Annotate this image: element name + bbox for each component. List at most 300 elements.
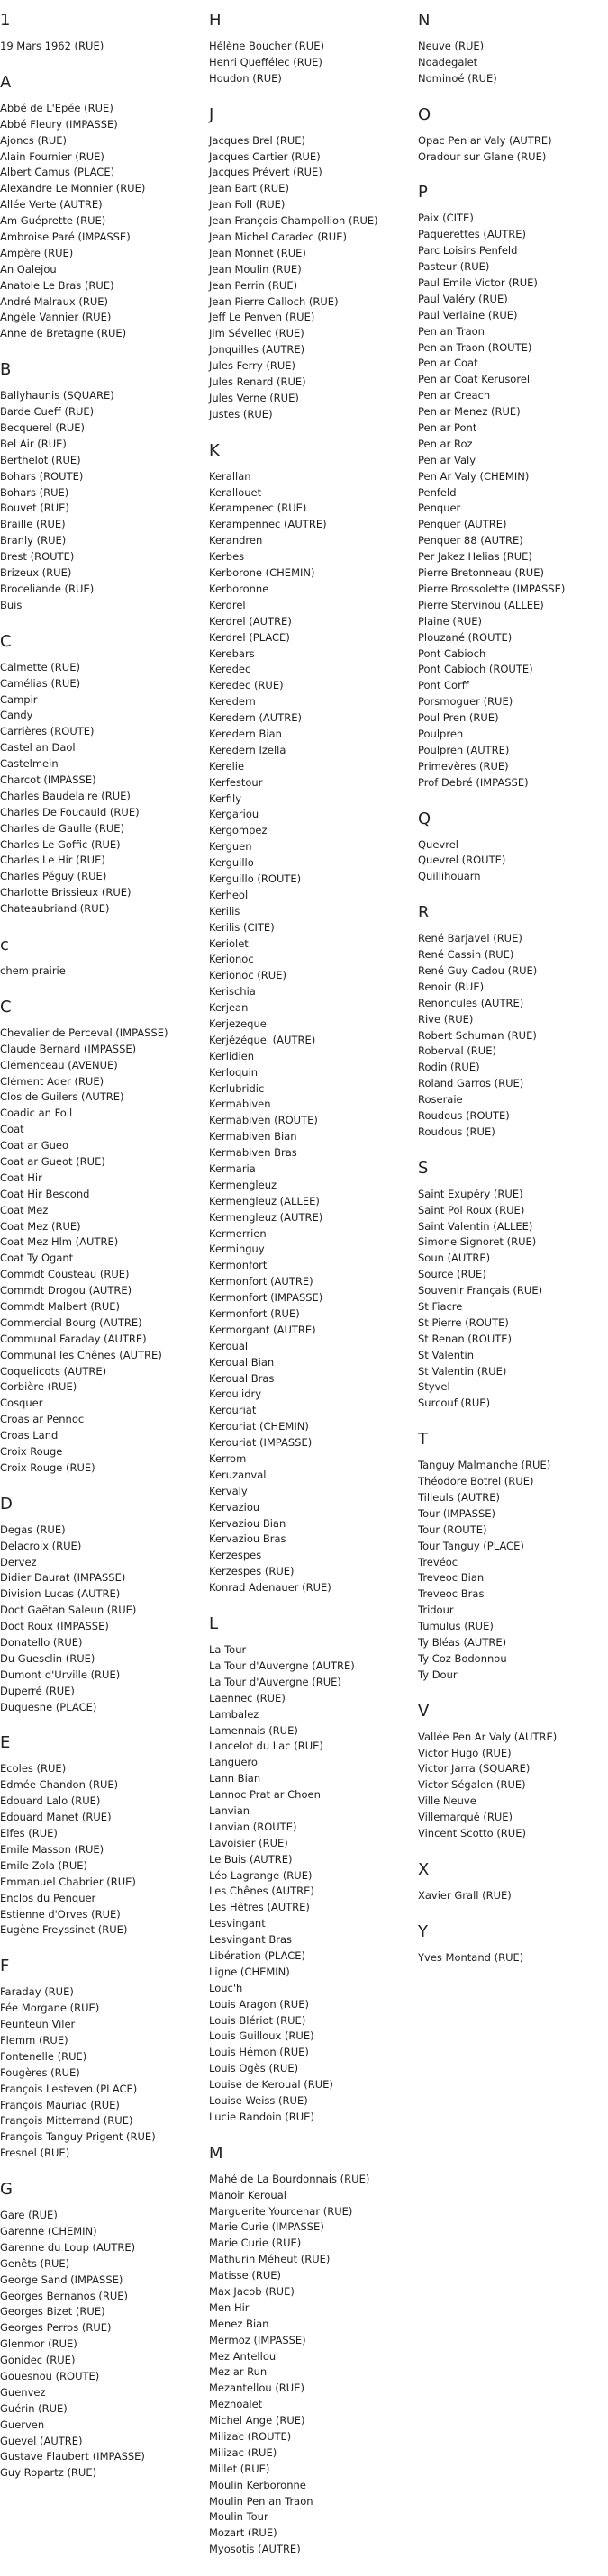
street-name: Coat ar Gueot (RUE) — [0, 1154, 105, 1168]
street-name: Candy — [0, 709, 33, 722]
street-name: Clémenceau (AVENUE) — [0, 1058, 118, 1071]
street-name: Castel an Daol — [0, 741, 76, 755]
street-name: Kerboronne — [209, 582, 269, 595]
street-name: Pen an Traon (ROUTE) — [418, 340, 532, 354]
street-name: Corbière (RUE) — [0, 1380, 77, 1394]
section-letter-heading: F — [0, 1957, 10, 1976]
section-letter-heading: E — [0, 1733, 11, 1753]
street-name: Houdon (RUE) — [209, 71, 282, 85]
street-name: Jules Verne (RUE) — [209, 391, 299, 404]
street-name: Ajoncs (RUE) — [0, 133, 68, 147]
street-name: Charles Baudelaire (RUE) — [0, 789, 131, 802]
street-name: St Valentin — [418, 1348, 475, 1361]
street-list — [418, 133, 608, 166]
letter-section — [418, 1430, 608, 1683]
street-name: Kerfily — [209, 791, 242, 805]
street-name: Charcot (IMPASSE) — [0, 773, 96, 786]
street-name: Roland Garros (RUE) — [418, 1077, 524, 1090]
street-name: Lamennais (RUE) — [209, 1723, 298, 1737]
letter-section — [418, 1702, 608, 1842]
street-name: George Sand (IMPASSE) — [0, 2273, 123, 2286]
street-name: Louis Guilloux (RUE) — [209, 2029, 314, 2043]
street-name: Emile Zola (RUE) — [0, 1858, 88, 1872]
street-name: Guérin (RUE) — [0, 2401, 68, 2415]
street-name: Prof Debré (IMPASSE) — [418, 775, 529, 789]
street-name: Charles De Foucauld (RUE) — [0, 805, 140, 818]
letter-section — [418, 183, 608, 791]
street-name: Lanvian (ROUTE) — [209, 1820, 297, 1833]
street-name: Commdt Cousteau (RUE) — [0, 1268, 130, 1281]
street-name: Pen Ar Valy (CHEMIN) — [418, 469, 530, 483]
street-name: Communal les Chênes (AUTRE) — [0, 1348, 162, 1361]
street-name: Kermabiven Bras — [209, 1146, 297, 1160]
street-name: Kergariou — [209, 808, 259, 821]
street-name: Eugène Freyssinet (RUE) — [0, 1923, 128, 1937]
street-name: Kerzespes — [209, 1549, 262, 1562]
street-name: Brizeux (RUE) — [0, 566, 72, 580]
street-name: Kerbes — [209, 550, 245, 564]
street-name: Kermonfort (RUE) — [209, 1307, 300, 1321]
street-name: André Malraux (RUE) — [0, 294, 108, 308]
street-name: Les Chênes (AUTRE) — [209, 1885, 314, 1898]
street-name: Kerampennec (AUTRE) — [209, 518, 327, 531]
street-name: Source (RUE) — [418, 1268, 486, 1281]
street-name: François Lesteven (PLACE) — [0, 2082, 138, 2095]
street-name: Keriolet — [209, 936, 249, 950]
street-name: Kerionoc (RUE) — [209, 969, 286, 982]
street-name: Henri Queffélec (RUE) — [209, 55, 322, 68]
street-name: Konrad Adenauer (RUE) — [209, 1581, 331, 1595]
street-name: Kervaziou — [209, 1500, 260, 1514]
street-name: Lesvingant — [209, 1917, 266, 1930]
street-name: Libération (PLACE) — [209, 1948, 305, 1962]
street-name: Renoncules (AUTRE) — [418, 996, 524, 1009]
street-name: Kermabiven — [209, 1098, 271, 1111]
street-name: Ecoles (RUE) — [0, 1762, 67, 1776]
street-name: Rive (RUE) — [418, 1012, 474, 1026]
street-name: Coat Mez (RUE) — [0, 1219, 81, 1233]
street-name: Buis — [0, 598, 23, 611]
street-name: Jacques Cartier (RUE) — [209, 149, 321, 163]
street-name: Keruzanval — [209, 1468, 267, 1481]
street-name: 19 Mars 1962 (RUE) — [0, 40, 104, 52]
street-name: René Guy Cadou (RUE) — [418, 963, 538, 977]
street-name: Jacques Brel (RUE) — [209, 133, 306, 147]
street-name: Marie Curie (IMPASSE) — [209, 2220, 324, 2234]
street-list — [0, 1984, 207, 2162]
street-name: Tilleuls (AUTRE) — [418, 1491, 501, 1505]
street-name: Styvel — [418, 1380, 450, 1394]
section-letter-heading: C — [0, 631, 12, 651]
street-name: Georges Bernanos (RUE) — [0, 2289, 129, 2302]
street-name: Yves Montand (RUE) — [418, 1950, 524, 1964]
street-name: Laennec (RUE) — [209, 1691, 286, 1704]
street-name: Milizac (ROUTE) — [209, 2430, 292, 2444]
street-name: St Fiacre — [418, 1300, 463, 1313]
street-name: Elfes (RUE) — [0, 1827, 58, 1840]
street-name: Berthelot (RUE) — [0, 453, 81, 466]
street-name: Louis Ogès (RUE) — [209, 2062, 299, 2075]
section-letter-heading: H — [209, 11, 222, 30]
street-name: Claude Bernard (IMPASSE) — [0, 1042, 137, 1055]
street-name: Anne de Bretagne (RUE) — [0, 327, 127, 340]
street-name: Ty Dour — [418, 1668, 458, 1681]
street-name: Kerebars — [209, 646, 255, 660]
street-name: Genêts (RUE) — [0, 2256, 70, 2270]
section-letter-heading: L — [209, 1614, 219, 1634]
street-name: Estienne d'Orves (RUE) — [0, 1907, 121, 1921]
street-name: Kerguillo (ROUTE) — [209, 872, 302, 885]
street-name: Keroual Bian — [209, 1355, 275, 1369]
street-name: Victor Ségalen (RUE) — [418, 1778, 526, 1792]
street-name: Branly (RUE) — [0, 534, 67, 547]
street-name: Fresnel (RUE) — [0, 2147, 70, 2160]
street-name: Pen ar Coat — [418, 357, 478, 370]
street-name: Le Buis (AUTRE) — [209, 1852, 293, 1866]
street-name: Lucie Randoin (RUE) — [209, 2110, 314, 2123]
street-name: Soun (AUTRE) — [418, 1252, 491, 1265]
street-name: Angèle Vannier (RUE) — [0, 311, 112, 324]
street-name: Edouard Manet (RUE) — [0, 1811, 112, 1824]
letter-section — [209, 1614, 416, 2126]
section-letter-heading: J — [209, 104, 214, 124]
street-name: Marguerite Yourcenar (RUE) — [209, 2204, 353, 2218]
street-name: François Mitterrand (RUE) — [0, 2114, 133, 2128]
street-name: Paix (CITE) — [418, 212, 474, 225]
street-name: Coat ar Gueo — [0, 1139, 69, 1152]
street-name: Ligne (CHEMIN) — [209, 1965, 290, 1978]
street-name: Enclos du Penquer — [0, 1891, 96, 1904]
street-name: Jules Renard (RUE) — [209, 375, 306, 389]
section-letter-heading: X — [418, 1859, 430, 1879]
street-name: Mez Antellou — [209, 2349, 277, 2363]
street-name: Léo Lagrange (RUE) — [209, 1868, 313, 1882]
street-name: Ballyhaunis (SQUARE) — [0, 389, 114, 402]
street-name: Saint Pol Roux (RUE) — [418, 1203, 525, 1216]
street-name: Oradour sur Glane (RUE) — [418, 149, 547, 163]
street-name: Jean Moulin (RUE) — [209, 262, 302, 276]
section-letter-heading: T — [418, 1430, 428, 1450]
street-name: Emile Masson (RUE) — [0, 1842, 104, 1856]
street-name: Penquer 88 (AUTRE) — [418, 534, 523, 547]
street-name: Moulin Kerboronne — [209, 2478, 306, 2491]
letter-section — [418, 11, 608, 87]
street-name: Coat Ty Ogant — [0, 1252, 74, 1265]
street-name: Kerzespes (RUE) — [209, 1565, 295, 1578]
section-letter-heading: C — [0, 997, 12, 1017]
street-name: Pen ar Coat Kerusorel — [418, 373, 531, 386]
street-name: Kerheol — [209, 888, 249, 901]
street-name: Mathurin Méheut (RUE) — [209, 2253, 331, 2266]
street-name: Moulin Tour — [209, 2510, 268, 2524]
street-name: Surcouf (RUE) — [418, 1396, 491, 1410]
street-name: Jean Monnet (RUE) — [209, 246, 306, 259]
street-name: Coquelicots (AUTRE) — [0, 1364, 107, 1378]
street-name: Kerguillo — [209, 856, 254, 870]
street-name: Poulpren (AUTRE) — [418, 743, 510, 756]
street-name: Chateaubriand (RUE) — [0, 902, 110, 916]
street-name: St Valentin (RUE) — [418, 1364, 507, 1378]
street-name: Bel Air (RUE) — [0, 437, 67, 450]
index-column-2 — [209, 11, 416, 2576]
street-list — [209, 469, 416, 1596]
street-name: Camélias (RUE) — [0, 676, 81, 690]
street-name: Kermengleuz (ALLEE) — [209, 1194, 320, 1207]
street-name: Kerloquin — [209, 1065, 259, 1079]
street-name: Xavier Grall (RUE) — [418, 1888, 512, 1902]
street-name: Louise Weiss (RUE) — [209, 2093, 308, 2107]
street-name: René Barjavel (RUE) — [418, 932, 522, 945]
street-name: Georges Perros (RUE) — [0, 2321, 112, 2335]
street-name: Kerandren — [209, 534, 263, 547]
street-name: Lancelot du Lac (RUE) — [209, 1740, 323, 1753]
street-name: Kerguen — [209, 840, 252, 854]
letter-section — [418, 105, 608, 166]
street-name: Duperré (RUE) — [0, 1684, 75, 1697]
street-name: Mezantellou (RUE) — [209, 2382, 304, 2395]
letter-section — [0, 998, 207, 1477]
street-list — [0, 1523, 207, 1716]
street-name: Chevalier de Perceval (IMPASSE) — [0, 1026, 168, 1039]
street-name: Castelmein — [0, 757, 59, 771]
street-name: Ville Neuve — [418, 1794, 476, 1808]
street-name: Commdt Drogou (AUTRE) — [0, 1284, 132, 1297]
street-name: Quillihouarn — [418, 870, 481, 883]
street-name: Kervaly — [209, 1484, 248, 1497]
street-name: Broceliande (RUE) — [0, 582, 95, 595]
street-name: Jean Foll (RUE) — [209, 198, 286, 212]
letter-section — [418, 903, 608, 1141]
street-name: Keredern (AUTRE) — [209, 711, 302, 725]
street-name: Gouesnou (ROUTE) — [0, 2369, 100, 2382]
street-name: Kermonfort (IMPASSE) — [209, 1291, 323, 1305]
street-name: Pasteur (RUE) — [418, 260, 490, 274]
street-name: Kerallan — [209, 469, 251, 483]
street-name: Keroual — [209, 1339, 249, 1352]
street-name: Tumulus (RUE) — [418, 1620, 494, 1633]
street-name: Charles de Gaulle (RUE) — [0, 821, 125, 835]
street-name: Commercial Bourg (AUTRE) — [0, 1315, 142, 1329]
street-name: Communal Faraday (AUTRE) — [0, 1332, 147, 1345]
street-name: Paul Valéry (RUE) — [418, 292, 508, 305]
street-name: Souvenir Français (RUE) — [418, 1284, 543, 1297]
street-name: Louis Aragon (RUE) — [209, 1997, 309, 2011]
street-name: Michel Ange (RUE) — [209, 2414, 305, 2427]
street-name: Guenvez — [0, 2385, 46, 2399]
street-name: Kerdrel — [209, 598, 246, 611]
street-name: Ampère (RUE) — [0, 246, 74, 259]
street-list — [418, 1730, 608, 1842]
street-name: Kerdrel (AUTRE) — [209, 614, 292, 628]
street-name: Mermoz (IMPASSE) — [209, 2333, 306, 2346]
street-name: Kerouriat — [209, 1404, 257, 1417]
street-name: Bohars (RUE) — [0, 485, 69, 499]
street-name: Gare (RUE) — [0, 2209, 58, 2222]
street-list — [418, 1187, 608, 1412]
letter-section — [0, 2180, 207, 2481]
street-name: Kerelie — [209, 759, 245, 773]
street-name: Lann Bian — [209, 1772, 261, 1785]
street-name: Manoir Keroual — [209, 2188, 286, 2201]
street-name: Tridour — [418, 1604, 454, 1617]
street-name: Pen ar Pont — [418, 421, 477, 435]
street-name: Kervaziou Bras — [209, 1532, 286, 1546]
street-name: Millet (RUE) — [209, 2462, 270, 2475]
street-name: Pen an Traon — [418, 324, 485, 338]
letter-section — [418, 1860, 608, 1904]
street-name: Kerischia — [209, 985, 256, 999]
street-name: St Pierre (ROUTE) — [418, 1315, 509, 1329]
street-name: Fée Morgane (RUE) — [0, 2002, 100, 2015]
street-name: Clos de Guilers (AUTRE) — [0, 1090, 124, 1104]
street-name: Lannoc Prat ar Choen — [209, 1788, 321, 1802]
street-name: Garenne du Loup (AUTRE) — [0, 2240, 136, 2254]
street-name: Donatello (RUE) — [0, 1636, 83, 1650]
street-name: Feunteun Viler — [0, 2018, 76, 2031]
street-name: Hélène Boucher (RUE) — [209, 40, 324, 52]
street-list — [418, 931, 608, 1141]
street-name: Guevel (AUTRE) — [0, 2434, 83, 2447]
street-name: Myosotis (AUTRE) — [209, 2543, 301, 2556]
street-name: Lambalez — [209, 1707, 259, 1721]
street-name: Louis Hémon (RUE) — [209, 2046, 309, 2059]
street-name: Kerjean — [209, 1001, 249, 1015]
street-name: chem prairie — [0, 963, 66, 977]
street-name: Jonquilles (AUTRE) — [209, 343, 305, 357]
street-name: Menez Bian — [209, 2317, 269, 2330]
street-name: Vallée Pen Ar Valy (AUTRE) — [418, 1730, 558, 1743]
street-name: Fougères (RUE) — [0, 2065, 80, 2079]
section-letter-heading: c — [0, 935, 9, 954]
street-name: Roberval (RUE) — [418, 1044, 496, 1058]
street-name: Charles Le Goffic (RUE) — [0, 837, 121, 851]
section-letter-heading: O — [418, 104, 431, 124]
street-name: Dumont d'Urville (RUE) — [0, 1668, 121, 1681]
street-name: Louis Blériot (RUE) — [209, 2013, 306, 2027]
street-name: Mahé de La Bourdonnais (RUE) — [209, 2172, 370, 2185]
street-name: Noadegalet — [418, 55, 478, 68]
street-name: Coat Mez Hlm (AUTRE) — [0, 1235, 119, 1249]
street-name: Justes (RUE) — [209, 407, 273, 420]
street-list — [0, 101, 207, 342]
letter-section — [0, 11, 207, 55]
street-list — [418, 1888, 608, 1904]
street-list — [418, 1950, 608, 1966]
street-name: Penquer — [418, 502, 461, 515]
street-name: Duquesne (PLACE) — [0, 1700, 97, 1713]
street-name: Parc Loisirs Penfeld — [418, 244, 518, 258]
street-name: Neuve (RUE) — [418, 40, 485, 52]
street-name: Kermaria — [209, 1162, 256, 1175]
street-name: Glenmor (RUE) — [0, 2337, 77, 2351]
street-name: Kerallouet — [209, 485, 262, 499]
street-name: Les Hêtres (AUTRE) — [209, 1901, 310, 1914]
street-name: Albert Camus (PLACE) — [0, 166, 115, 179]
street-name: Alexandre Le Monnier (RUE) — [0, 182, 146, 195]
street-name: Tour (IMPASSE) — [418, 1506, 495, 1520]
street-name: Gonidec (RUE) — [0, 2354, 76, 2367]
street-name: Kermengleuz — [209, 1178, 277, 1191]
street-name: Kerilis (CITE) — [209, 920, 275, 934]
section-letter-heading: R — [418, 903, 430, 923]
street-name: Jeff Le Penven (RUE) — [209, 311, 315, 324]
street-list — [209, 2172, 416, 2558]
street-name: Kermonfort (AUTRE) — [209, 1275, 313, 1288]
street-name: Jim Sévellec (RUE) — [209, 327, 304, 340]
letter-section — [0, 935, 207, 980]
street-name: Kerjezequel — [209, 1017, 270, 1030]
street-name: Doct Roux (IMPASSE) — [0, 1620, 109, 1633]
street-list — [418, 837, 608, 886]
street-name: Rodin (RUE) — [418, 1061, 480, 1074]
letter-section — [418, 1159, 608, 1412]
street-name: Quevrel (ROUTE) — [418, 854, 506, 867]
street-list — [209, 39, 416, 87]
street-name: Marie Curie (RUE) — [209, 2237, 302, 2250]
street-name: Carrières (ROUTE) — [0, 725, 95, 738]
street-name: Penfeld — [418, 485, 457, 499]
street-list — [418, 1458, 608, 1683]
street-name: Coat Hir — [0, 1170, 42, 1184]
street-name: François Mauriac (RUE) — [0, 2098, 120, 2111]
street-name: Croix Rouge (RUE) — [0, 1460, 95, 1474]
street-name: Kergompez — [209, 824, 268, 837]
street-name: Languero — [209, 1756, 258, 1769]
street-name: Keredern Izella — [209, 743, 286, 756]
street-name: Roseraie — [418, 1093, 463, 1107]
street-name: Kerouriat (CHEMIN) — [209, 1420, 309, 1433]
street-list — [418, 39, 608, 87]
street-name: Bouvet (RUE) — [0, 502, 69, 515]
street-name: Du Guesclin (RUE) — [0, 1651, 95, 1665]
street-name: Quevrel — [418, 837, 458, 851]
street-name: Moulin Pen an Traon — [209, 2494, 313, 2508]
section-letter-heading: B — [0, 360, 12, 380]
street-name: Poulpren — [418, 727, 464, 740]
section-letter-heading: S — [418, 1158, 429, 1178]
street-name: Nominoé (RUE) — [418, 71, 497, 85]
street-name: Campir — [0, 692, 38, 706]
street-name: Louise de Keroual (RUE) — [209, 2078, 333, 2092]
street-name: Coadic an Foll — [0, 1107, 73, 1120]
street-name: Kerborone (CHEMIN) — [209, 566, 315, 580]
street-name: Treveoc Bian — [418, 1571, 485, 1585]
street-name: Croas Land — [0, 1429, 59, 1442]
street-name: Plouzané (ROUTE) — [418, 630, 513, 644]
street-name: Faraday (RUE) — [0, 1985, 74, 1999]
street-name: Jean François Champollion (RUE) — [209, 214, 378, 228]
street-name: Paul Verlaine (RUE) — [418, 308, 518, 321]
street-name: Paquerettes (AUTRE) — [418, 228, 526, 241]
section-letter-heading: K — [209, 440, 220, 460]
letter-section — [209, 2144, 416, 2558]
street-list — [0, 1761, 207, 1939]
letter-section — [418, 1922, 608, 1966]
street-name: Poul Pren (RUE) — [418, 711, 499, 725]
letter-section — [0, 1733, 207, 1939]
street-name: Kerjézéquel (AUTRE) — [209, 1033, 316, 1046]
street-name: Primevères (RUE) — [418, 759, 509, 773]
street-name: Brest (ROUTE) — [0, 550, 75, 564]
street-name: Keredec (RUE) — [209, 679, 284, 692]
street-name: Abbé Fleury (IMPASSE) — [0, 117, 118, 131]
section-letter-heading: D — [0, 1494, 13, 1514]
section-letter-heading: N — [418, 11, 431, 30]
street-name: Am Guéprette (RUE) — [0, 214, 106, 228]
street-name: Roudous (ROUTE) — [418, 1108, 510, 1122]
street-list — [209, 133, 416, 423]
street-name: Victor Jarra (SQUARE) — [418, 1762, 531, 1776]
